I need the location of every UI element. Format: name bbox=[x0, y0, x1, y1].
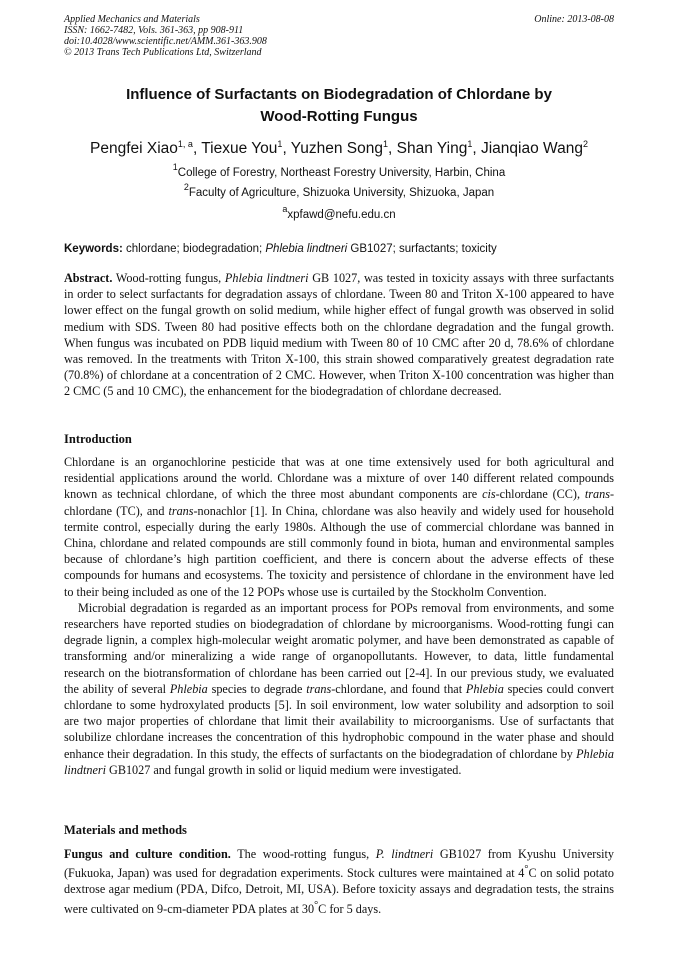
email-text[interactable]: xpfawd@nefu.edu.cn bbox=[287, 209, 396, 221]
intro-italic: cis bbox=[482, 487, 496, 502]
introduction-heading: Introduction bbox=[64, 432, 132, 446]
degree-sign: ° bbox=[524, 864, 529, 876]
author-sep: , bbox=[472, 140, 481, 157]
intro-text: GB1027 and fungal growth in solid or liquid medium were investigated. bbox=[105, 762, 462, 777]
abstract-label: Abstract. bbox=[64, 271, 113, 285]
author-email[interactable] bbox=[64, 204, 614, 222]
author-sep: , bbox=[388, 140, 397, 157]
intro-italic: Phlebia lindtneri bbox=[64, 746, 614, 777]
author-sep: , bbox=[192, 140, 202, 157]
methods-heading: Materials and methods bbox=[64, 823, 187, 837]
author-sup: 1 bbox=[277, 139, 283, 149]
intro-paragraph-1 bbox=[64, 454, 614, 600]
affiliation-1-text: College of Forestry, Northeast Forestry University, Harbin, China bbox=[177, 167, 506, 179]
intro-text: -chlordane, and found that bbox=[331, 681, 466, 696]
author-name: Pengfei Xiao bbox=[90, 140, 178, 157]
author-sup: 1 bbox=[383, 139, 389, 149]
keywords-label: Keywords: bbox=[64, 243, 123, 255]
intro-italic: Phlebia bbox=[169, 681, 208, 696]
keywords-text-1: chlordane; biodegradation; bbox=[122, 243, 266, 255]
online-date: Online: 2013-08-08 bbox=[534, 14, 614, 25]
methods-body bbox=[64, 846, 614, 917]
intro-italic: trans bbox=[584, 487, 610, 502]
intro-italic: trans bbox=[168, 503, 194, 518]
intro-text: Chlordane is an organochlorine pesticide that was at one time extensively used for both agricultural and residential applications around the world. Chlordane was a mixture of over 140 different related compounds known as technical chlordane, of which the three most abundant components are bbox=[64, 455, 614, 502]
author-sup: 1, a bbox=[177, 139, 193, 149]
affiliation-2 bbox=[64, 182, 614, 200]
title-line-1: Influence of Surfactants on Biodegradation of Chlordane by bbox=[126, 86, 552, 103]
intro-text: -chlordane (CC), bbox=[495, 487, 585, 502]
intro-text: -nonachlor [1]. In China, chlordane was also heavily and widely used for household termite control, especially during the early 1980s. Although the use of commercial chlordane was banned in China, chlordane and related compounds are still commonly found in biota, human and environmental samples because of chlordane’s high partition coefficient, and there is concern about the adverse effects of these compounds for humans and ecosystems. The toxicity and persistence of chlordane in the environment have led to their being included as one of the 12 POPs whose use is curtailed by the Stockholm Convention. bbox=[64, 503, 614, 599]
doi-line[interactable]: doi:10.4028/www.scientific.net/AMM.361-363.908 bbox=[64, 36, 267, 47]
paper-title bbox=[64, 84, 614, 128]
abstract-text: Wood-rotting fungus, bbox=[112, 271, 225, 285]
author-sep: , bbox=[282, 140, 291, 157]
keywords-species: Phlebia lindtneri bbox=[265, 243, 348, 255]
author-name: Tiexue You bbox=[201, 140, 278, 157]
abstract bbox=[64, 270, 614, 400]
intro-italic: Phlebia bbox=[465, 681, 504, 696]
email-sup: a bbox=[282, 204, 288, 214]
intro-paragraph-2 bbox=[64, 600, 614, 778]
methods-text: The wood-rotting fungus, bbox=[230, 847, 376, 861]
journal-header bbox=[64, 14, 614, 58]
methods-text: GB1027 from Kyushu University (Fukuoka, Japan) was used for degradation experiments. Stock cultures were maintained at 4 bbox=[64, 847, 614, 881]
methods-text: C for 5 days. bbox=[318, 901, 382, 916]
affiliation-1 bbox=[64, 162, 614, 180]
author-name: Jianqiao Wang bbox=[480, 140, 583, 157]
intro-italic: trans bbox=[306, 681, 332, 696]
keywords bbox=[64, 242, 614, 256]
abstract-species: Phlebia lindtneri bbox=[224, 271, 309, 285]
affiliation-1-sup: 1 bbox=[172, 162, 178, 172]
methods-text: C on solid potato dextrose agar medium (PDA, Difco, Detroit, MI, USA). Before toxicity assays and degradation tests, the strains were cultivated on 9-cm-diameter PDA plates at 30 bbox=[64, 866, 614, 916]
affiliation-2-text: Faculty of Agriculture, Shizuoka University, Shizuoka, Japan bbox=[188, 187, 495, 199]
author-sup: 1 bbox=[467, 139, 473, 149]
intro-text: species to degrade bbox=[207, 681, 307, 696]
author-sup: 2 bbox=[582, 139, 588, 149]
introduction-body bbox=[64, 454, 614, 778]
title-line-2: Wood-Rotting Fungus bbox=[260, 108, 418, 125]
author-name: Yuzhen Song bbox=[290, 140, 384, 157]
keywords-text-2: GB1027; surfactants; toxicity bbox=[347, 243, 497, 255]
methods-species: P. lindtneri bbox=[375, 847, 434, 861]
copyright-line: © 2013 Trans Tech Publications Ltd, Switzerland bbox=[64, 47, 262, 58]
intro-text: -chlordane (TC), and bbox=[64, 487, 614, 518]
degree-sign: ° bbox=[314, 899, 319, 911]
methods-subheading: Fungus and culture condition. bbox=[64, 847, 231, 861]
abstract-text: GB 1027, was tested in toxicity assays with three surfactants in order to select surfactants for degradation assays of chlordane. Tween 80 and Triton X-100 appeared to have lower effect on the fungal growth on solid medium, while higher effect of fungal growth was observed in solid medium with SDS. Tween 80 had positive effects both on the chlordane degradation and the fungal growth. When fungus was incubated on PDB liquid medium with Tween 80 of 10 CMC after 20 d, 78.6% of chlordane was removed. In the treatments with Triton X-100, this strain showed comparatively greatest degradation rate (70.8%) of chlordane at a concentration of 2 CMC. However, when Triton X-100 concentration was higher than 2 CMC (5 and 10 CMC), the enhancement for the biodegradation of chlordane decreased. bbox=[64, 271, 615, 399]
affiliation-2-sup: 2 bbox=[183, 182, 189, 192]
intro-text: Microbial degradation is regarded as an important process for POPs removal from environments, and some researchers have reported studies on biodegradation of chlordane by microorganisms. Wood-rotting fungi can degrade lignin, a complex high-molecular weight aromatic polymer, and have been demonstrated as capable of transforming and/or mineralizing a wide range of organopollutants. However, to data, little fundamental research on the biotransformation of chlordane has been carried out [2-4]. In our previous study, we evaluated the ability of several bbox=[64, 600, 614, 696]
author-list bbox=[64, 139, 614, 159]
journal-name: Applied Mechanics and Materials bbox=[64, 14, 200, 25]
intro-text: species could convert chlordane to some hydroxylated products [5]. In soil environment, low water solubility and adsorption to soil are two major properties of chlordane that limit their availability to microorganisms. Use of surfactants that solubilize chlordane increases the concentration of this hydrophobic compound in the water phase and should enhance their degradation. In this study, the effects of surfactants on the biodegradation of chlordane by bbox=[64, 681, 614, 761]
author-name: Shan Ying bbox=[396, 140, 468, 157]
issn-line: ISSN: 1662-7482, Vols. 361-363, pp 908-911 bbox=[64, 25, 244, 36]
